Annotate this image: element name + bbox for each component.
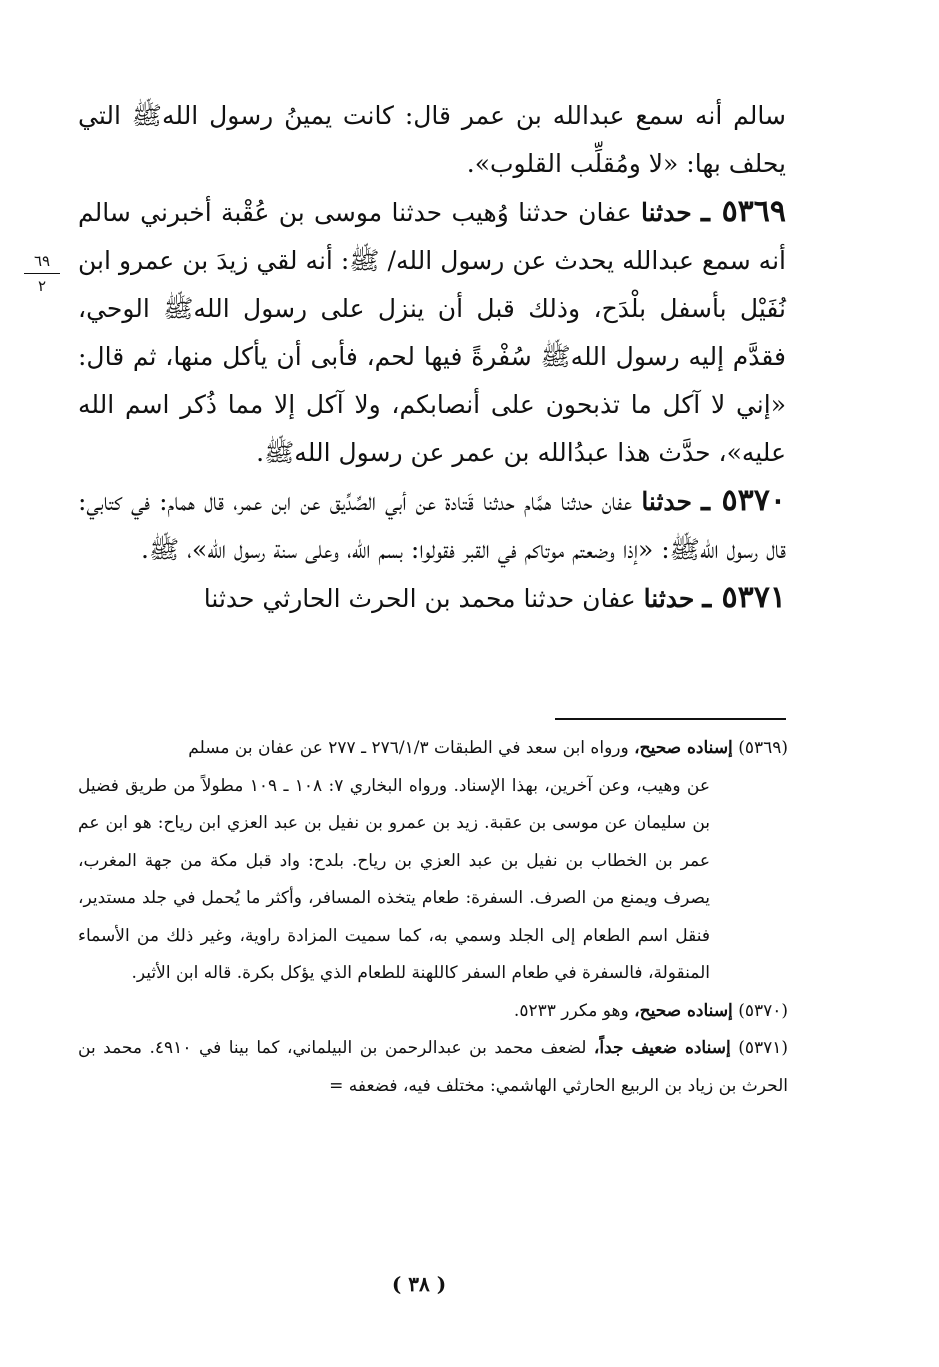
footnote-text: وهو مكرر ٥٢٣٣. [513,1000,629,1021]
footnote-label: (٥٣٧٠) [738,1000,788,1021]
footnote-5371 [78,1030,788,1105]
footnote-text: لضعف محمد بن عبدالرحمن بن البيلماني، كما بينا في ٤٩١٠. محمد بن الحرث بن زياد بن الربيع الحارثي الهاشمي: مختلف فيه، فضعفه = [78,1038,788,1096]
hadith-text: عفان حدثنا وُهيب حدثنا موسى بن عُقْبة أخبرني سالم أنه سمع عبدالله يحدث عن رسول الله/ ﷺ: أنه لقي زيدَ بن عمرو ابن نُفَيْل بأسفل بلْدَح، وذلك قبل أن ينزل على رسول اللهﷺ الوحي، فقدَّم إليه رسول اللهﷺ سُفْرةً فيها لحم، فأبى أن يأكل منها، ثم قال: «إني لا آكل ما تذبحون على أنصابكم، ولا آكل إلا مما ذُكر اسم الله عليه»، حدَّث هذا عبدُالله بن عمر عن رسول اللهﷺ. [78,198,786,467]
hadith-lead: حدثنا [643,584,695,613]
hadith-lead: حدثنا [641,487,693,516]
footnote-5369 [78,730,788,768]
footnote-label: (٥٣٦٩) [738,738,788,758]
footnote-5370 [78,993,788,1031]
margin-ref-divider [24,273,60,274]
page-number: ( ٣٨ ) [391,1272,447,1296]
footnote-verdict: إسناده ضعيف جداً، [593,1038,731,1058]
footnote-label: (٥٣٧١) [738,1038,789,1058]
margin-page-reference [20,252,64,295]
margin-ref-top: ٦٩ [33,252,51,270]
hadith-5370 [78,477,786,574]
footnote-verdict: إسناده صحيح، [634,738,733,758]
hadith-number: ٥٣٦٩ ـ [700,194,787,229]
hadith-5371 [78,574,786,623]
footnote-verdict: إسناده صحيح، [634,1000,733,1021]
hadith-text: عفان حدثنا همَّام حدثنا قَتادة عن أبي الصِّدِّيق عن ابن عمر، قال همام: في كتابي: قال رسول اللهﷺ: «إذا وضعتم موتاكم في القبر فقولوا: بسم الله، وعلى سنة رسول الله»، ﷺ. [78,487,786,564]
footnotes [78,730,788,1105]
opening-lines: سالم أنه سمع عبدالله بن عمر قال: كانت يمينُ رسول اللهﷺ التي يحلف بها: «لا ومُقلِّب القلوب». [78,101,786,178]
main-text [78,92,786,623]
hadith-lead: حدثنا [640,198,692,227]
hadith-number: ٥٣٧٠ ـ [701,483,786,518]
footnote-5369-continuation: عن وهيب، وعن آخرين، بهذا الإسناد. ورواه البخاري ٧: ١٠٨ ـ ١٠٩ مطولاً من طريق فضيل بن سليمان عن موسى بن عقبة. زيد بن عمرو بن نفيل بن عبد العزي ابن رياح: هو ابن عم عمر بن الخطاب بن نفيل بن عبد العزي بن رياح. بلدح: واد قبل مكة من جهة المغرب، يصرف ويمنع من الصرف. السفرة: طعام يتخذه المسافر، وأكثر ما يُحمل في جلد مستدير، فنقل اسم الطعام إلى الجلد وسمي به، كما سميت المزادة راوية، وغير ذلك من الأسماء المنقولة، فالسفرة في طعام السفر كاللهنة للطعام الذي يؤكل بكرة. قاله ابن الأثير. [78,775,710,983]
footnote-separator [555,718,786,720]
margin-ref-bottom: ٢ [37,277,47,295]
footnote-text: ورواه ابن سعد في الطبقات ٢٧٦/١/٣ ـ ٢٧٧ عن عفان بن مسلم [188,738,629,758]
hadith-number: ٥٣٧١ ـ [702,580,786,615]
hadith-5369 [78,188,786,477]
hadith-text: عفان حدثنا محمد بن الحرث الحارثي حدثنا [203,584,636,613]
